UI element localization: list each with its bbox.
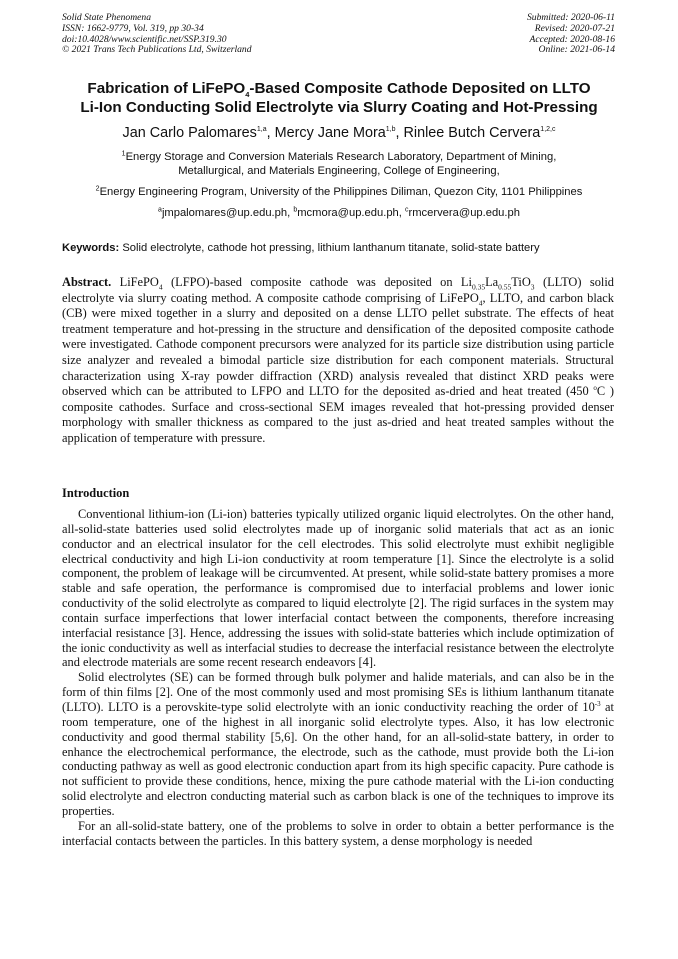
keywords-label: Keywords: [62, 242, 120, 254]
author-name: Rinlee Butch Cervera [403, 125, 541, 141]
paragraph-text: Solid electrolytes (SE) can be formed through bulk polymer and halide materials, and can also be in the form of thin films [2]. One of the most commonly used and most promising SEs is lithium lanthanum titanate (LLTO). LLTO is a perovskite-type solid electrolyte with an ionic conductivity reaching the order of 10 [62, 670, 614, 714]
email-link[interactable]: mcmora@up.edu.ph [297, 207, 399, 219]
author-name: Mercy Jane Mora [274, 125, 386, 141]
abstract-text: La [485, 275, 499, 289]
introduction-body [62, 507, 614, 848]
email-mark: b [293, 206, 298, 214]
email-mark: a [158, 206, 162, 214]
author-affil-mark: 1,b [385, 126, 396, 134]
email-link[interactable]: jmpalomares@up.edu.ph [161, 207, 288, 219]
affiliation-2 [40, 185, 638, 199]
abstract-superscript: o [593, 384, 597, 393]
affil-text: Energy Storage and Conversion Materials Research Laboratory, Department of Mining, [125, 151, 557, 163]
abstract-subscript: 0.35 [471, 282, 486, 292]
copyright-line: © 2021 Trans Tech Publications Ltd, Switzerland [62, 44, 252, 56]
paragraph-superscript: -3 [594, 699, 601, 708]
affiliation-line: Metallurgical, and Materials Engineering, College of Engineering, [178, 165, 500, 177]
abstract-text: C ) composite cathodes. Surface and cross-sectional SEM images revealed that hot-pressing provided denser morphology with smaller thickness as compared to the just as-dried and heat treated samples without the application of temperature with pressure. [62, 384, 614, 445]
accepted-date: Accepted: 2020-08-16 [529, 33, 615, 45]
keywords-text: Solid electrolyte, cathode hot pressing, lithium lanthanum titanate, solid-state battery [122, 242, 540, 254]
paragraph: Conventional lithium-ion (Li-ion) batteries typically utilized organic liquid electrolytes. On the other hand, all-solid-state batteries used solid electrolytes made up of inorganic solid materials that act as an ionic conductor and an electrical insulator for the cell electrodes. This solid electrolyte must exhibit negligible electrical conductivity and high Li-ion conductivity at room temperature [1]. Since the electrolyte is a solid component, the problem of leakage will be circumvented. At present, while solid-state battery promises a more stable and safe operation, the performance is compromised due to interfacial problems and lower ionic conductivity of the solid electrolyte as compared to liquid electrolyte [2]. The rigid surfaces in the system may contain surface imperfections that lower interfacial contact between the components, therefore increasing interfacial resistance [3]. Hence, addressing the issues with solid-state batteries which include optimization of the ionic conductivity as well as interfacial studies to decrease the interfacial resistance between the electrolyte and electrode materials are some recent research endeavors [4]. [62, 507, 614, 670]
author-list: Jan Carlo Palomares$^{1,a}$, Mercy Jane Mora$^{1,b}$, Rinlee Butch Cervera$^{1,2,c}$ [122, 125, 556, 141]
abstract-label: Abstract. [62, 275, 112, 289]
title-subscript: 4 [245, 90, 250, 100]
keywords [62, 241, 614, 255]
paragraph-text: at room temperature, one of the highest in all inorganic solid electrolyte types. Also, it has low electronic conductivity and good thermal stability [5,6]. On the other hand, for an all-solid-state battery, in order to enhance the electrochemical performance, the electrode, such as the cathode, must provide both the Li-ion conducting pathway as well as good electronic conduction apart from its high specific capacity. Pure cathode is not sufficient to provide these conditions, hence, mixing the pure cathode material with the Li-ion conducting solid electrolyte and electron conducting material such as carbon black is one of the techniques to improve its properties. [62, 699, 615, 818]
author-emails [40, 206, 638, 220]
revised-date: Revised: 2020-07-21 [534, 22, 615, 34]
title-text: -Based Composite Cathode Deposited on LLTO [249, 80, 591, 97]
author-affil-mark: 1,2,c [540, 126, 556, 134]
title-line-1 [40, 79, 638, 98]
affil-mark: 2 [95, 185, 100, 193]
journal-name: Solid State Phenomena [62, 12, 151, 23]
paragraph: For an all-solid-state battery, one of the problems to solve in order to obtain a better performance is the interfacial contacts between the particles. In this battery system, a dense morphology is needed [62, 818, 614, 848]
submitted-date: Submitted: 2020-06-11 [526, 12, 615, 23]
abstract-text: LiFePO [119, 275, 159, 289]
email-link[interactable]: rmcervera@up.edu.ph [408, 207, 520, 219]
article-doi: doi:10.4028/www.scientific.net/SSP.319.30 [62, 33, 227, 45]
online-date: Online: 2021-06-14 [538, 44, 615, 56]
abstract-text: TiO [511, 275, 531, 289]
affil-text: Energy Engineering Program, University of the Philippines Diliman, Quezon City, 1101 Philippines [99, 186, 583, 198]
email-mark: c [404, 206, 409, 214]
author-affil-mark: 1,a [256, 126, 267, 134]
email-separator: , [398, 207, 405, 219]
abstract-text: (LLTO) solid electrolyte via slurry coating method. A composite cathode comprising of LiFePO [62, 275, 614, 305]
title-text: Fabrication of LiFePO [87, 80, 246, 97]
section-heading-introduction: Introduction [62, 486, 130, 500]
author-name: Jan Carlo Palomares [122, 125, 257, 141]
abstract-text: , LLTO, and carbon black (CB) were mixed together in a slurry and deposited on a dense LLTO pellet substrate. The effects of heat treatment temperature and hot-pressing in the structure and densification of the deposited composite cathode were investigated. Cathode component precursors were analyzed for its particle size distribution using particle size analyzer and revealed a bimodal particle size distribution for each component materials. Structural characterization using X-ray powder diffraction (XRD) analysis revealed that distinct XRD peaks were observed which can be attributed to LFPO and LLTO for the deposited as-dried and heat treated (450 [62, 290, 614, 399]
journal-header-left [62, 13, 252, 56]
title-line-2: Li-Ion Conducting Solid Electrolyte via Slurry Coating and Hot-Pressing [80, 99, 598, 116]
journal-header-right [527, 13, 615, 56]
affiliation-1 [40, 150, 638, 178]
abstract-subscript: 4 [158, 282, 163, 292]
paragraph [62, 670, 614, 818]
affiliation-line [40, 150, 638, 164]
abstract [62, 275, 614, 447]
abstract-subscript: 0.55 [498, 282, 512, 292]
email-separator: , [287, 207, 294, 219]
abstract-subscript: 4 [478, 298, 483, 308]
abstract-text: (LFPO)-based composite cathode was deposited on Li [162, 275, 472, 289]
affil-mark: 1 [121, 150, 126, 158]
journal-issn: ISSN: 1662-9779, Vol. 319, pp 30-34 [62, 22, 204, 34]
paper-title [40, 79, 638, 117]
abstract-subscript: 3 [530, 282, 535, 292]
